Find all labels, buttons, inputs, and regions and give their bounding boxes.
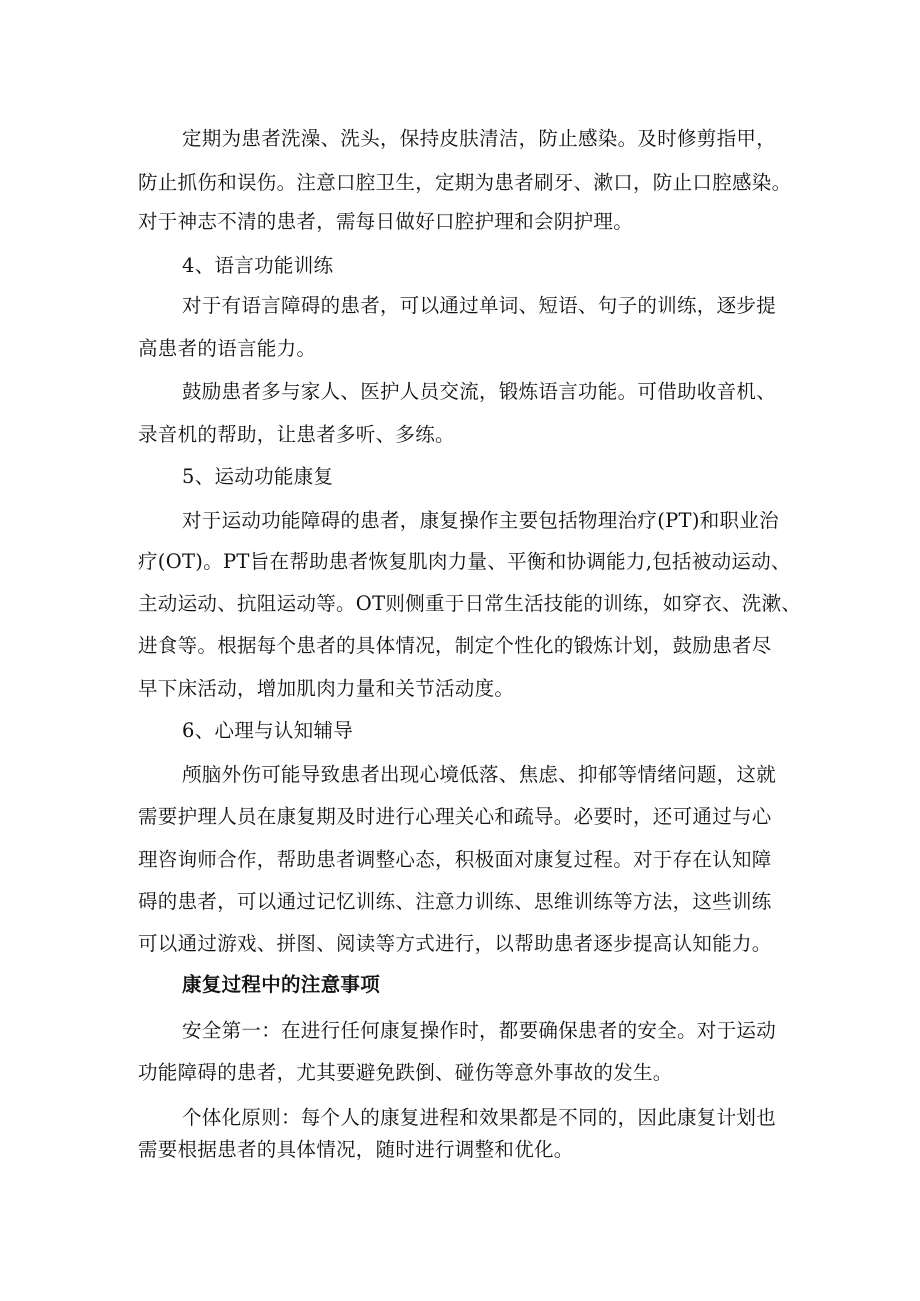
paragraph-line: 颅脑外伤可能导致患者出现心境低落、焦虑、抑郁等情绪问题，这就 [182, 763, 777, 786]
section-heading-precautions: 康复过程中的注意事项 [182, 973, 381, 996]
paragraph-line: 鼓励患者多与家人、医护人员交流，锻炼语言功能。可借助收音机、 [182, 380, 777, 403]
paragraph-line: 需要护理人员在康复期及时进行心理关心和疏导。必要时，还可通过与心 [138, 805, 772, 828]
paragraph-line: 需要根据患者的具体情况，随时进行调整和优化。 [138, 1138, 574, 1161]
paragraph-line: 进食等。根据每个患者的具体情况，制定个性化的锻炼计划，鼓励患者尽 [138, 634, 772, 657]
paragraph-line: 定期为患者洗澡、洗头，保持皮肤清洁，防止感染。及时修剪指甲， [182, 127, 777, 150]
paragraph-line: 主动运动、抗阻运动等。OT则侧重于日常生活技能的训练，如穿衣、洗漱、 [138, 592, 802, 615]
section-heading-motor: 5、运动功能康复 [182, 465, 334, 488]
paragraph-line: 功能障碍的患者，尤其要避免跌倒、碰伤等意外事故的发生。 [138, 1061, 673, 1084]
paragraph-line: 安全第一：在进行任何康复操作时，都要确保患者的安全。对于运动 [182, 1019, 777, 1042]
paragraph-line: 碍的患者，可以通过记忆训练、注意力训练、思维训练等方法，这些训练 [138, 890, 772, 913]
section-heading-language: 4、语言功能训练 [182, 254, 334, 277]
paragraph-line: 个体化原则：每个人的康复进程和效果都是不同的，因此康复计划也 [182, 1106, 777, 1129]
paragraph-line: 对于运动功能障碍的患者，康复操作主要包括物理治疗(PT)和职业治 [182, 509, 779, 532]
paragraph-line: 防止抓伤和误伤。注意口腔卫生，定期为患者刷牙、漱口，防止口腔感染。 [138, 171, 792, 194]
paragraph-line: 疗(OT)。PT旨在帮助患者恢复肌肉力量、平衡和协调能力,包括被动运动、 [138, 550, 791, 573]
paragraph-line: 可以通过游戏、拼图、阅读等方式进行，以帮助患者逐步提高认知能力。 [138, 932, 772, 955]
paragraph-line: 高患者的语言能力。 [138, 337, 317, 360]
section-heading-psych: 6、心理与认知辅导 [182, 719, 354, 742]
paragraph-line: 对于有语言障碍的患者，可以通过单词、短语、句子的训练，逐步提 [182, 294, 777, 317]
paragraph-line: 录音机的帮助，让患者多听、多练。 [138, 423, 455, 446]
paragraph-line: 对于神志不清的患者，需每日做好口腔护理和会阴护理。 [138, 210, 634, 233]
paragraph-line: 早下床活动，增加肌肉力量和关节活动度。 [138, 677, 515, 700]
paragraph-line: 理咨询师合作，帮助患者调整心态，积极面对康复过程。对于存在认知障 [138, 848, 772, 871]
